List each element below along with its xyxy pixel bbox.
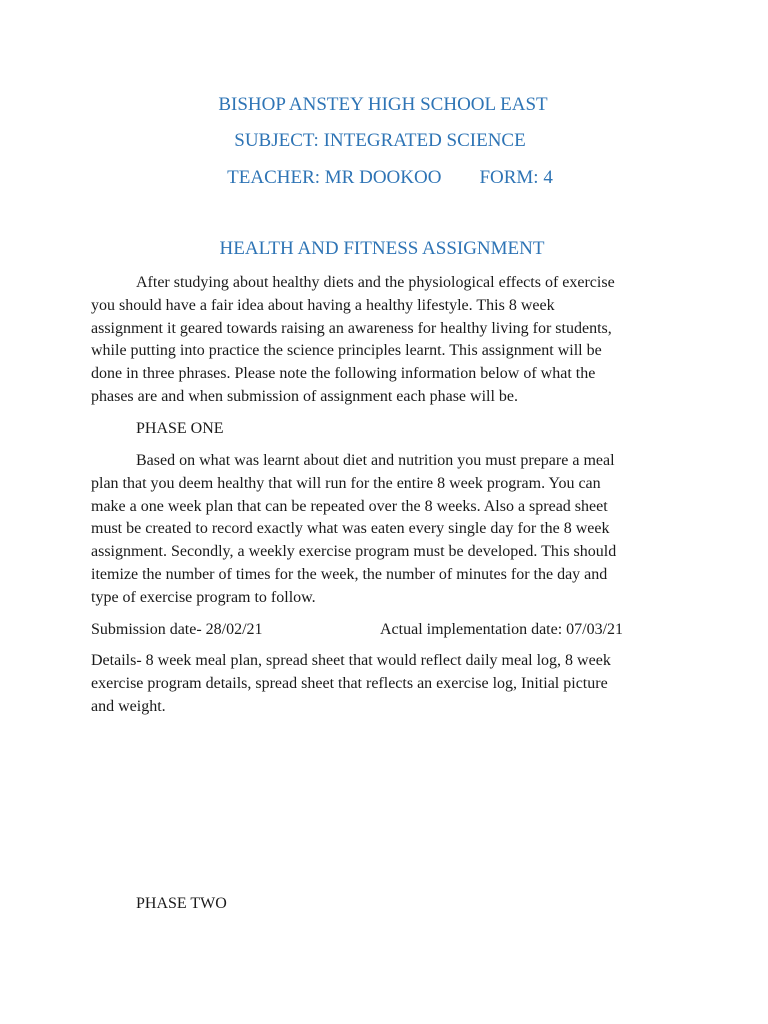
school-name: BISHOP ANSTEY HIGH SCHOOL EAST [218, 94, 548, 115]
paragraph-line: type of exercise program to follow. [91, 588, 316, 606]
paragraph-line: exercise program details, spread sheet that reflects an exercise log, Initial picture [91, 674, 608, 692]
details-paragraph [91, 650, 679, 718]
teacher-name: TEACHER: MR DOOKOO [227, 167, 442, 188]
paragraph-line: itemize the number of times for the week, the number of minutes for the day and [91, 565, 608, 583]
paragraph-line: done in three phrases. Please note the following information below of what the [91, 365, 596, 383]
form-level: FORM: 4 [479, 167, 553, 188]
paragraph-line: and weight. [91, 697, 166, 715]
paragraph-line: assignment. Secondly, a weekly exercise program must be developed. This should [91, 543, 617, 561]
subject-line: SUBJECT: INTEGRATED SCIENCE [234, 130, 526, 151]
intro-paragraph [91, 272, 679, 409]
implementation-date: Actual implementation date: 07/03/21 [380, 621, 624, 638]
paragraph-line: while putting into practice the science principles learnt. This assignment will be [91, 342, 602, 360]
paragraph-line: plan that you deem healthy that will run for the entire 8 week program. You can [91, 474, 601, 492]
paragraph-line: make a one week plan that can be repeated over the 8 weeks. Also a spread sheet [91, 497, 608, 515]
phase-one-heading: PHASE ONE [136, 420, 224, 437]
paragraph-line: must be created to record exactly what was eaten every single day for the 8 week [91, 520, 610, 538]
paragraph-line: assignment it geared towards raising an awareness for healthy living for students, [91, 319, 612, 337]
assignment-title: HEALTH AND FITNESS ASSIGNMENT [219, 238, 545, 259]
paragraph-line: phases are and when submission of assignment each phase will be. [91, 387, 519, 405]
submission-date: Submission date- 28/02/21 [91, 621, 263, 638]
paragraph-line: After studying about healthy diets and the physiological effects of exercise [136, 274, 615, 291]
paragraph-line: you should have a fair idea about having a healthy lifestyle. This 8 week [91, 296, 555, 314]
paragraph-line: Based on what was learnt about diet and nutrition you must prepare a meal [136, 452, 615, 469]
teacher-form-line [6, 166, 768, 190]
paragraph-line: Details- 8 week meal plan, spread sheet that would reflect daily meal log, 8 week [91, 652, 611, 669]
phase-one-paragraph [91, 450, 679, 610]
phase-two-heading: PHASE TWO [136, 895, 227, 912]
